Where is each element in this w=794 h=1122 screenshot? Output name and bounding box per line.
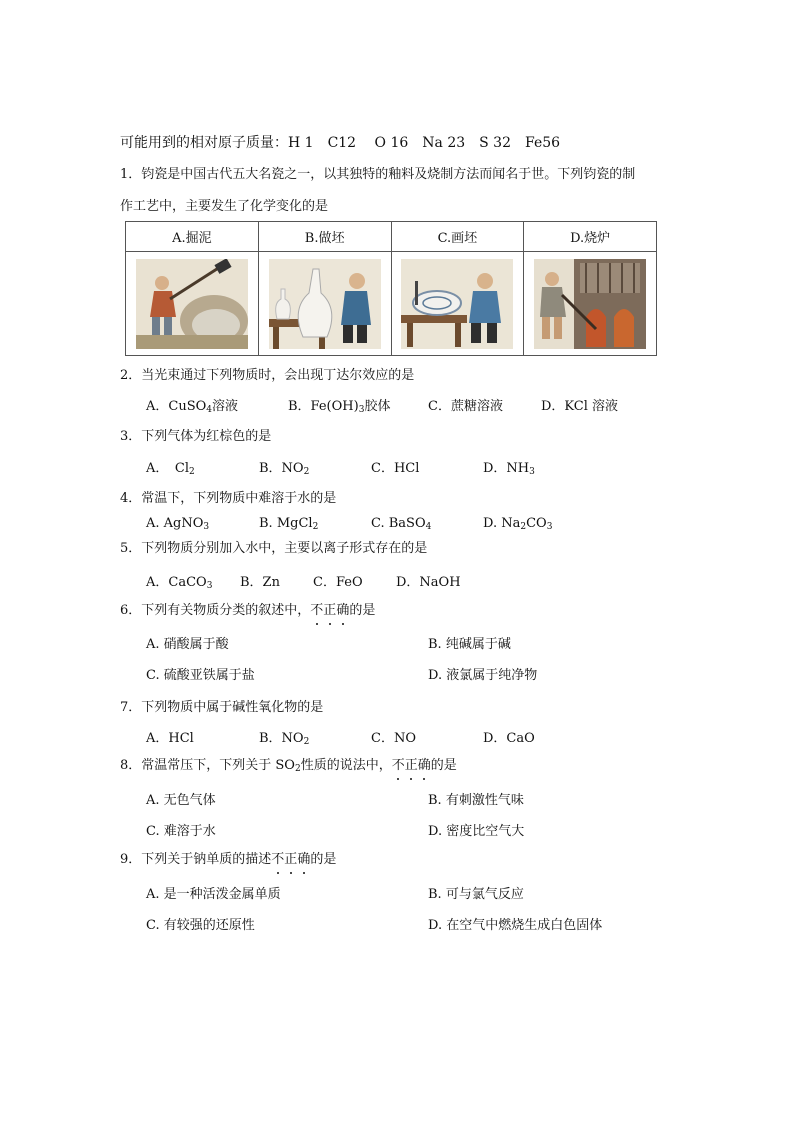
painting-plate-picture [401,259,513,349]
atomic-mass-header: 可能用到的相对原子质量：H 1 C12 O 16 Na 23 S 32 Fe56 [120,135,561,151]
q8-stem: 8．常温常压下，下列关于 $SO_2$性质的说法中，不正确的是 [120,758,457,774]
q1-stem-line1: 1．钧瓷是中国古代五大名瓷之一，以其独特的釉料及烧制方法而闻名于世。下列钧瓷的制 [120,167,636,182]
q8-option-a: A. 无色气体 [146,793,216,808]
q1-option-c: C.画坯 [391,222,524,252]
q2-option-b: B．$Fe(OH)_3$胶体 [288,399,391,415]
q4-option-d: D. $Na_2CO_3$ [483,516,553,532]
q1-cell-c [391,252,524,356]
q5-stem: 5．下列物质分别加入水中，主要以离子形式存在的是 [120,541,428,556]
q1-stem-line2: 作工艺中，主要发生了化学变化的是 [120,199,329,214]
q6-option-b: B. 纯碱属于碱 [428,637,511,652]
q4-stem: 4．常温下，下列物质中难溶于水的是 [120,491,337,506]
q2-option-d: D．KCl 溶液 [541,399,619,414]
q6-stem: 6．下列有关物质分类的叙述中，不正确的是 [120,603,376,618]
q6-option-a: A. 硝酸属于酸 [146,637,229,652]
q4-option-b: B. MgCl$_2$ [259,516,319,532]
q2-option-a: A．CuSO$_4$溶液 [146,399,239,415]
q7-option-b: B．$NO_2$ [259,731,310,747]
q4-option-c: C. BaSO$_4$ [371,516,432,532]
q1-craft-table [125,221,657,356]
q1-cell-b [258,252,391,356]
q5-option-d: D．NaOH [396,575,461,590]
q1-option-d: D.烧炉 [524,222,657,252]
q5-option-b: B．Zn [240,575,280,590]
q8-option-c: C. 难溶于水 [146,824,216,839]
q3-stem: 3．下列气体为红棕色的是 [120,429,272,444]
q7-option-c: C．NO [371,731,416,746]
digging-clay-picture [136,259,248,349]
q9-option-a: A. 是一种活泼金属单质 [146,887,281,902]
q7-option-d: D．CaO [483,731,535,746]
q9-option-c: C. 有较强的还原性 [146,918,255,933]
firing-kiln-picture [534,259,646,349]
q1-option-a: A.掘泥 [126,222,259,252]
q8-option-d: D. 密度比空气大 [428,824,525,839]
q6-option-d: D. 液氯属于纯净物 [428,668,538,683]
q6-option-c: C. 硫酸亚铁属于盐 [146,668,255,683]
q1-cell-d [524,252,657,356]
q5-option-c: C．FeO [313,575,363,590]
q9-option-b: B. 可与氯气反应 [428,887,524,902]
shaping-vase-picture [269,259,381,349]
q3-option-d: D．$NH_3$ [483,461,535,477]
q3-option-a: A． $Cl_2$ [146,461,195,477]
q7-stem: 7．下列物质中属于碱性氧化物的是 [120,700,324,715]
q4-option-a: A. AgNO$_3$ [146,516,210,532]
q8-option-b: B. 有刺激性气味 [428,793,524,808]
q9-option-d: D. 在空气中燃烧生成白色固体 [428,918,603,933]
q7-option-a: A．HCl [146,731,194,746]
q5-option-a: A．CaCO$_3$ [146,575,213,591]
q9-stem: 9．下列关于钠单质的描述不正确的是 [120,852,337,867]
q3-option-b: B．$NO_2$ [259,461,310,477]
q3-option-c: C．HCl [371,461,420,476]
q2-stem: 2．当光束通过下列物质时，会出现丁达尔效应的是 [120,368,415,383]
q1-option-b: B.做坯 [258,222,391,252]
q2-option-c: C．蔗糖溶液 [428,399,503,414]
q1-cell-a [126,252,259,356]
